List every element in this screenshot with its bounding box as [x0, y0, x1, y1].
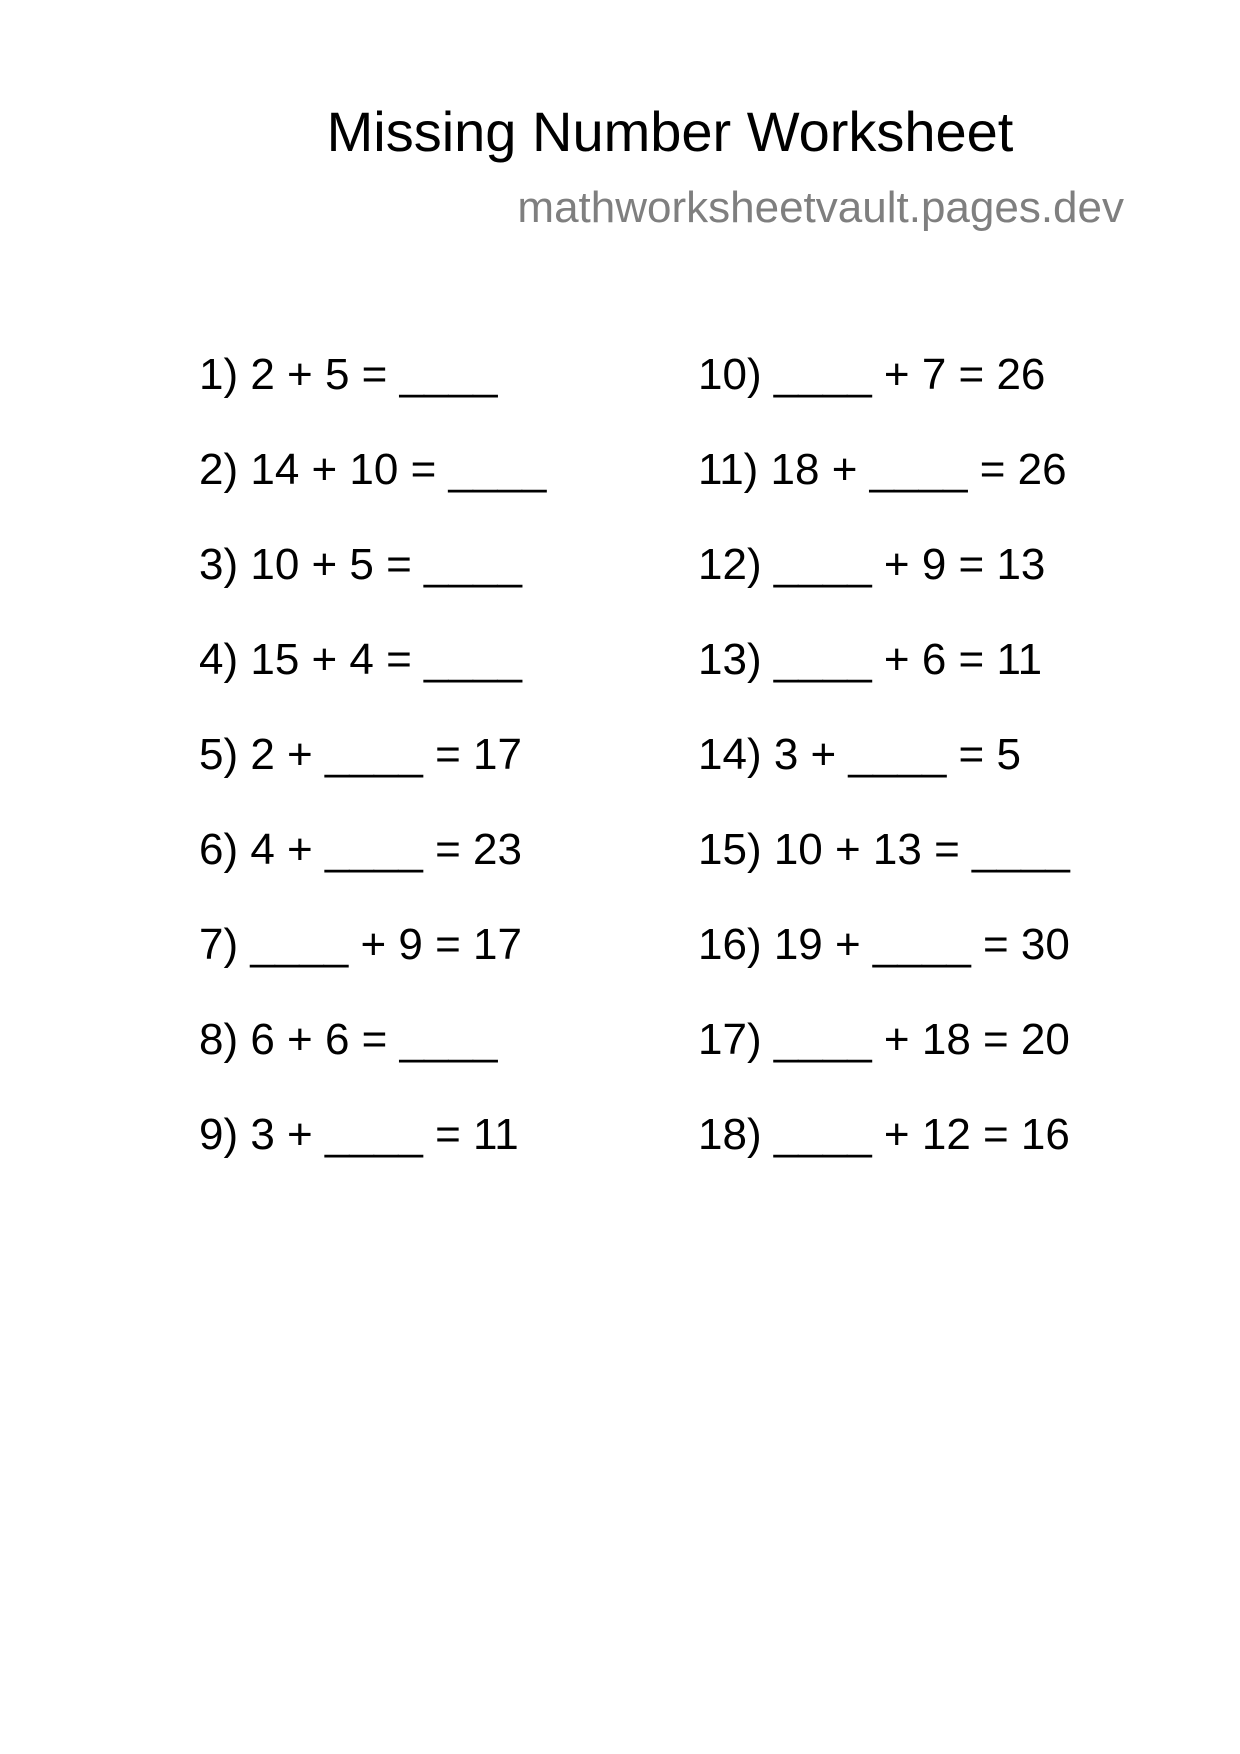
problem-10: 10) ____ + 7 = 26 [698, 350, 1046, 399]
page-title: Missing Number Worksheet [326, 100, 1014, 163]
problem-15: 15) 10 + 13 = ____ [698, 825, 1070, 874]
problem-6: 6) 4 + ____ = 23 [199, 825, 522, 874]
problem-13: 13) ____ + 6 = 11 [698, 635, 1043, 684]
problem-9: 9) 3 + ____ = 11 [199, 1110, 519, 1159]
problem-4: 4) 15 + 4 = ____ [199, 635, 522, 684]
problem-column-left [199, 345, 546, 1200]
site-url: mathworksheetvault.pages.dev [517, 183, 1124, 232]
problem-column-right [698, 345, 1070, 1200]
problem-1: 1) 2 + 5 = ____ [199, 350, 498, 399]
problem-14: 14) 3 + ____ = 5 [698, 730, 1021, 779]
problem-16: 16) 19 + ____ = 30 [698, 920, 1070, 969]
problem-8: 8) 6 + 6 = ____ [199, 1015, 498, 1064]
problem-12: 12) ____ + 9 = 13 [698, 540, 1046, 589]
problem-2: 2) 14 + 10 = ____ [199, 445, 547, 494]
problem-7: 7) ____ + 9 = 17 [199, 920, 522, 969]
problem-3: 3) 10 + 5 = ____ [199, 540, 522, 589]
problem-11: 11) 18 + ____ = 26 [698, 445, 1067, 494]
problem-18: 18) ____ + 12 = 16 [698, 1110, 1070, 1159]
problem-5: 5) 2 + ____ = 17 [199, 730, 522, 779]
problem-17: 17) ____ + 18 = 20 [698, 1015, 1070, 1064]
